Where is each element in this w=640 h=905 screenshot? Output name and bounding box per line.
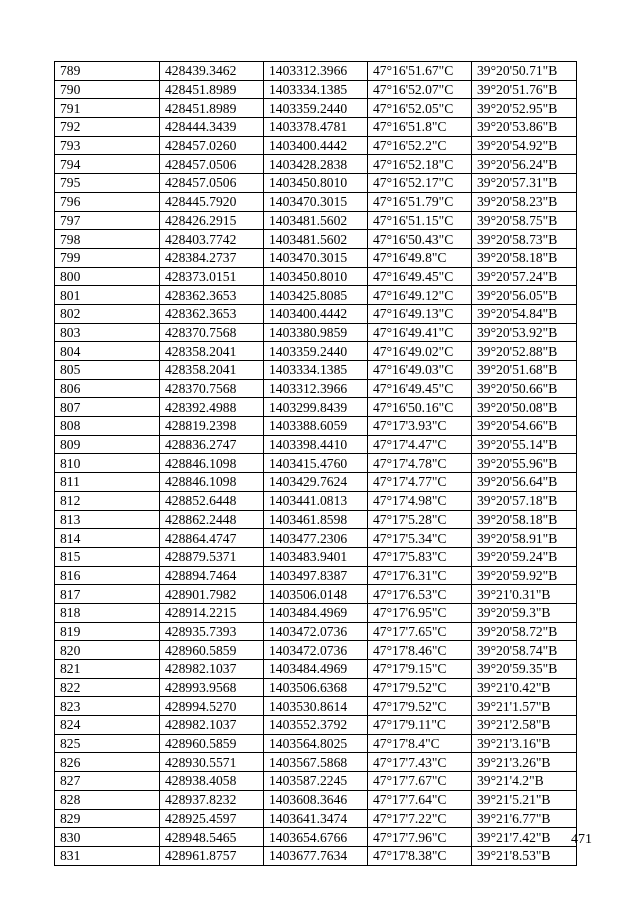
- table-row: [55, 454, 577, 473]
- point-number-cell: 804: [55, 342, 160, 361]
- longitude-cell: 39°20'58.73"В: [472, 230, 577, 249]
- point-number-cell: 799: [55, 248, 160, 267]
- latitude-cell: 47°17'5.28"С: [368, 510, 472, 529]
- latitude-cell: 47°17'9.52"С: [368, 697, 472, 716]
- table-row: [55, 136, 577, 155]
- latitude-cell: 47°16'49.45"С: [368, 379, 472, 398]
- y-coordinate-cell: 1403334.1385: [264, 361, 368, 380]
- x-coordinate-cell: 428925.4597: [160, 809, 264, 828]
- y-coordinate-cell: 1403506.0148: [264, 585, 368, 604]
- latitude-cell: 47°16'49.03"С: [368, 361, 472, 380]
- longitude-cell: 39°20'59.24"В: [472, 547, 577, 566]
- y-coordinate-cell: 1403477.2306: [264, 529, 368, 548]
- table-row: [55, 361, 577, 380]
- y-coordinate-cell: 1403312.3966: [264, 62, 368, 81]
- x-coordinate-cell: 428852.6448: [160, 491, 264, 510]
- y-coordinate-cell: 1403359.2440: [264, 99, 368, 118]
- table-row: [55, 753, 577, 772]
- latitude-cell: 47°16'51.67"С: [368, 62, 472, 81]
- latitude-cell: 47°17'7.22"С: [368, 809, 472, 828]
- x-coordinate-cell: 428358.2041: [160, 342, 264, 361]
- table-row: [55, 734, 577, 753]
- x-coordinate-cell: 428457.0506: [160, 174, 264, 193]
- latitude-cell: 47°16'49.12"С: [368, 286, 472, 305]
- longitude-cell: 39°20'59.3"В: [472, 603, 577, 622]
- latitude-cell: 47°16'49.02"С: [368, 342, 472, 361]
- longitude-cell: 39°20'53.92"В: [472, 323, 577, 342]
- latitude-cell: 47°16'51.8"С: [368, 118, 472, 137]
- x-coordinate-cell: 428362.3653: [160, 304, 264, 323]
- point-number-cell: 790: [55, 80, 160, 99]
- latitude-cell: 47°17'9.15"С: [368, 660, 472, 679]
- longitude-cell: 39°20'58.18"В: [472, 248, 577, 267]
- point-number-cell: 831: [55, 846, 160, 865]
- point-number-cell: 803: [55, 323, 160, 342]
- point-number-cell: 810: [55, 454, 160, 473]
- longitude-cell: 39°21'4.2"В: [472, 772, 577, 791]
- latitude-cell: 47°17'9.52"С: [368, 678, 472, 697]
- point-number-cell: 797: [55, 211, 160, 230]
- y-coordinate-cell: 1403564.8025: [264, 734, 368, 753]
- latitude-cell: 47°17'3.93"С: [368, 417, 472, 436]
- latitude-cell: 47°17'7.67"С: [368, 772, 472, 791]
- table-row: [55, 211, 577, 230]
- x-coordinate-cell: 428994.5270: [160, 697, 264, 716]
- table-row: [55, 660, 577, 679]
- table-body: [55, 62, 577, 866]
- y-coordinate-cell: 1403481.5602: [264, 211, 368, 230]
- x-coordinate-cell: 428373.0151: [160, 267, 264, 286]
- x-coordinate-cell: 428370.7568: [160, 379, 264, 398]
- x-coordinate-cell: 428451.8989: [160, 99, 264, 118]
- longitude-cell: 39°20'51.76"В: [472, 80, 577, 99]
- y-coordinate-cell: 1403481.5602: [264, 230, 368, 249]
- y-coordinate-cell: 1403587.2245: [264, 772, 368, 791]
- latitude-cell: 47°16'52.18"С: [368, 155, 472, 174]
- table-row: [55, 846, 577, 865]
- longitude-cell: 39°20'50.08"В: [472, 398, 577, 417]
- x-coordinate-cell: 428426.2915: [160, 211, 264, 230]
- x-coordinate-cell: 428960.5859: [160, 734, 264, 753]
- y-coordinate-cell: 1403677.7634: [264, 846, 368, 865]
- longitude-cell: 39°20'56.24"В: [472, 155, 577, 174]
- latitude-cell: 47°16'52.17"С: [368, 174, 472, 193]
- x-coordinate-cell: 428901.7982: [160, 585, 264, 604]
- latitude-cell: 47°17'7.64"С: [368, 790, 472, 809]
- table-row: [55, 286, 577, 305]
- point-number-cell: 825: [55, 734, 160, 753]
- longitude-cell: 39°20'50.71"В: [472, 62, 577, 81]
- x-coordinate-cell: 428935.7393: [160, 622, 264, 641]
- longitude-cell: 39°20'59.35"В: [472, 660, 577, 679]
- table-row: [55, 62, 577, 81]
- point-number-cell: 792: [55, 118, 160, 137]
- table-row: [55, 641, 577, 660]
- table-row: [55, 248, 577, 267]
- y-coordinate-cell: 1403461.8598: [264, 510, 368, 529]
- table-row: [55, 529, 577, 548]
- latitude-cell: 47°17'4.47"С: [368, 435, 472, 454]
- latitude-cell: 47°17'8.38"С: [368, 846, 472, 865]
- table-row: [55, 267, 577, 286]
- point-number-cell: 818: [55, 603, 160, 622]
- longitude-cell: 39°20'58.91"В: [472, 529, 577, 548]
- latitude-cell: 47°16'49.13"С: [368, 304, 472, 323]
- latitude-cell: 47°17'4.77"С: [368, 473, 472, 492]
- point-number-cell: 793: [55, 136, 160, 155]
- table-row: [55, 118, 577, 137]
- point-number-cell: 815: [55, 547, 160, 566]
- longitude-cell: 39°20'56.64"В: [472, 473, 577, 492]
- y-coordinate-cell: 1403398.4410: [264, 435, 368, 454]
- table-row: [55, 772, 577, 791]
- table-row: [55, 155, 577, 174]
- latitude-cell: 47°16'50.43"С: [368, 230, 472, 249]
- table-row: [55, 697, 577, 716]
- longitude-cell: 39°20'54.84"В: [472, 304, 577, 323]
- x-coordinate-cell: 428384.2737: [160, 248, 264, 267]
- x-coordinate-cell: 428938.4058: [160, 772, 264, 791]
- point-number-cell: 794: [55, 155, 160, 174]
- table-row: [55, 304, 577, 323]
- y-coordinate-cell: 1403378.4781: [264, 118, 368, 137]
- y-coordinate-cell: 1403472.0736: [264, 622, 368, 641]
- table-row: [55, 716, 577, 735]
- point-number-cell: 801: [55, 286, 160, 305]
- latitude-cell: 47°17'6.31"С: [368, 566, 472, 585]
- point-number-cell: 807: [55, 398, 160, 417]
- point-number-cell: 826: [55, 753, 160, 772]
- x-coordinate-cell: 428445.7920: [160, 192, 264, 211]
- x-coordinate-cell: 428457.0506: [160, 155, 264, 174]
- point-number-cell: 817: [55, 585, 160, 604]
- y-coordinate-cell: 1403428.2838: [264, 155, 368, 174]
- y-coordinate-cell: 1403470.3015: [264, 248, 368, 267]
- x-coordinate-cell: 428894.7464: [160, 566, 264, 585]
- point-number-cell: 828: [55, 790, 160, 809]
- table-row: [55, 230, 577, 249]
- y-coordinate-cell: 1403450.8010: [264, 174, 368, 193]
- longitude-cell: 39°20'54.92"В: [472, 136, 577, 155]
- table-row: [55, 622, 577, 641]
- latitude-cell: 47°16'50.16"С: [368, 398, 472, 417]
- y-coordinate-cell: 1403380.9859: [264, 323, 368, 342]
- table-row: [55, 323, 577, 342]
- y-coordinate-cell: 1403470.3015: [264, 192, 368, 211]
- table-row: [55, 678, 577, 697]
- x-coordinate-cell: 428982.1037: [160, 660, 264, 679]
- longitude-cell: 39°20'52.88"В: [472, 342, 577, 361]
- x-coordinate-cell: 428836.2747: [160, 435, 264, 454]
- x-coordinate-cell: 428362.3653: [160, 286, 264, 305]
- y-coordinate-cell: 1403450.8010: [264, 267, 368, 286]
- point-number-cell: 823: [55, 697, 160, 716]
- point-number-cell: 805: [55, 361, 160, 380]
- latitude-cell: 47°17'4.78"С: [368, 454, 472, 473]
- y-coordinate-cell: 1403429.7624: [264, 473, 368, 492]
- longitude-cell: 39°20'58.75"В: [472, 211, 577, 230]
- x-coordinate-cell: 428444.3439: [160, 118, 264, 137]
- point-number-cell: 822: [55, 678, 160, 697]
- x-coordinate-cell: 428370.7568: [160, 323, 264, 342]
- y-coordinate-cell: 1403530.8614: [264, 697, 368, 716]
- longitude-cell: 39°20'56.05"В: [472, 286, 577, 305]
- longitude-cell: 39°20'51.68"В: [472, 361, 577, 380]
- table-row: [55, 790, 577, 809]
- table-row: [55, 510, 577, 529]
- point-number-cell: 811: [55, 473, 160, 492]
- longitude-cell: 39°20'59.92"В: [472, 566, 577, 585]
- point-number-cell: 796: [55, 192, 160, 211]
- point-number-cell: 789: [55, 62, 160, 81]
- latitude-cell: 47°16'51.15"С: [368, 211, 472, 230]
- x-coordinate-cell: 428960.5859: [160, 641, 264, 660]
- latitude-cell: 47°16'49.8"С: [368, 248, 472, 267]
- y-coordinate-cell: 1403641.3474: [264, 809, 368, 828]
- latitude-cell: 47°17'8.46"С: [368, 641, 472, 660]
- y-coordinate-cell: 1403484.4969: [264, 660, 368, 679]
- table-row: [55, 99, 577, 118]
- point-number-cell: 812: [55, 491, 160, 510]
- x-coordinate-cell: 428403.7742: [160, 230, 264, 249]
- point-number-cell: 814: [55, 529, 160, 548]
- point-number-cell: 827: [55, 772, 160, 791]
- latitude-cell: 47°17'7.96"С: [368, 828, 472, 847]
- page-number: 471: [571, 832, 592, 847]
- y-coordinate-cell: 1403359.2440: [264, 342, 368, 361]
- table-row: [55, 417, 577, 436]
- table-row: [55, 398, 577, 417]
- y-coordinate-cell: 1403552.3792: [264, 716, 368, 735]
- latitude-cell: 47°17'4.98"С: [368, 491, 472, 510]
- longitude-cell: 39°20'57.24"В: [472, 267, 577, 286]
- table-row: [55, 828, 577, 847]
- y-coordinate-cell: 1403608.3646: [264, 790, 368, 809]
- longitude-cell: 39°21'2.58"В: [472, 716, 577, 735]
- x-coordinate-cell: 428846.1098: [160, 473, 264, 492]
- latitude-cell: 47°17'6.95"С: [368, 603, 472, 622]
- point-number-cell: 802: [55, 304, 160, 323]
- latitude-cell: 47°17'9.11"С: [368, 716, 472, 735]
- table-row: [55, 174, 577, 193]
- longitude-cell: 39°20'55.14"В: [472, 435, 577, 454]
- y-coordinate-cell: 1403484.4969: [264, 603, 368, 622]
- table-row: [55, 473, 577, 492]
- point-number-cell: 806: [55, 379, 160, 398]
- y-coordinate-cell: 1403334.1385: [264, 80, 368, 99]
- y-coordinate-cell: 1403472.0736: [264, 641, 368, 660]
- point-number-cell: 800: [55, 267, 160, 286]
- x-coordinate-cell: 428358.2041: [160, 361, 264, 380]
- longitude-cell: 39°21'3.26"В: [472, 753, 577, 772]
- longitude-cell: 39°20'50.66"В: [472, 379, 577, 398]
- x-coordinate-cell: 428862.2448: [160, 510, 264, 529]
- point-number-cell: 795: [55, 174, 160, 193]
- longitude-cell: 39°21'5.21"В: [472, 790, 577, 809]
- table-row: [55, 491, 577, 510]
- longitude-cell: 39°20'58.74"В: [472, 641, 577, 660]
- x-coordinate-cell: 428846.1098: [160, 454, 264, 473]
- latitude-cell: 47°16'49.41"С: [368, 323, 472, 342]
- x-coordinate-cell: 428937.8232: [160, 790, 264, 809]
- x-coordinate-cell: 428439.3462: [160, 62, 264, 81]
- latitude-cell: 47°17'6.53"С: [368, 585, 472, 604]
- longitude-cell: 39°21'6.77"В: [472, 809, 577, 828]
- point-number-cell: 813: [55, 510, 160, 529]
- table-row: [55, 585, 577, 604]
- y-coordinate-cell: 1403415.4760: [264, 454, 368, 473]
- table-row: [55, 435, 577, 454]
- latitude-cell: 47°16'49.45"С: [368, 267, 472, 286]
- table-row: [55, 809, 577, 828]
- point-number-cell: 791: [55, 99, 160, 118]
- point-number-cell: 798: [55, 230, 160, 249]
- longitude-cell: 39°20'58.18"В: [472, 510, 577, 529]
- longitude-cell: 39°21'7.42"В: [472, 828, 577, 847]
- longitude-cell: 39°21'0.31"В: [472, 585, 577, 604]
- y-coordinate-cell: 1403506.6368: [264, 678, 368, 697]
- x-coordinate-cell: 428930.5571: [160, 753, 264, 772]
- longitude-cell: 39°21'0.42"В: [472, 678, 577, 697]
- x-coordinate-cell: 428451.8989: [160, 80, 264, 99]
- y-coordinate-cell: 1403483.9401: [264, 547, 368, 566]
- x-coordinate-cell: 428864.4747: [160, 529, 264, 548]
- longitude-cell: 39°20'54.66"В: [472, 417, 577, 436]
- table-row: [55, 547, 577, 566]
- latitude-cell: 47°17'5.83"С: [368, 547, 472, 566]
- coordinates-table: [54, 61, 577, 866]
- x-coordinate-cell: 428948.5465: [160, 828, 264, 847]
- point-number-cell: 820: [55, 641, 160, 660]
- latitude-cell: 47°16'52.2"С: [368, 136, 472, 155]
- table-row: [55, 379, 577, 398]
- longitude-cell: 39°20'58.72"В: [472, 622, 577, 641]
- longitude-cell: 39°20'53.86"В: [472, 118, 577, 137]
- longitude-cell: 39°21'1.57"В: [472, 697, 577, 716]
- y-coordinate-cell: 1403299.8439: [264, 398, 368, 417]
- point-number-cell: 809: [55, 435, 160, 454]
- table-row: [55, 603, 577, 622]
- point-number-cell: 821: [55, 660, 160, 679]
- longitude-cell: 39°20'58.23"В: [472, 192, 577, 211]
- table-row: [55, 342, 577, 361]
- x-coordinate-cell: 428879.5371: [160, 547, 264, 566]
- latitude-cell: 47°17'7.43"С: [368, 753, 472, 772]
- point-number-cell: 829: [55, 809, 160, 828]
- latitude-cell: 47°16'52.05"С: [368, 99, 472, 118]
- point-number-cell: 816: [55, 566, 160, 585]
- y-coordinate-cell: 1403312.3966: [264, 379, 368, 398]
- point-number-cell: 824: [55, 716, 160, 735]
- y-coordinate-cell: 1403388.6059: [264, 417, 368, 436]
- longitude-cell: 39°20'57.18"В: [472, 491, 577, 510]
- table-row: [55, 80, 577, 99]
- longitude-cell: 39°21'3.16"В: [472, 734, 577, 753]
- point-number-cell: 808: [55, 417, 160, 436]
- latitude-cell: 47°17'7.65"С: [368, 622, 472, 641]
- table-row: [55, 192, 577, 211]
- y-coordinate-cell: 1403497.8387: [264, 566, 368, 585]
- latitude-cell: 47°16'51.79"С: [368, 192, 472, 211]
- y-coordinate-cell: 1403654.6766: [264, 828, 368, 847]
- x-coordinate-cell: 428392.4988: [160, 398, 264, 417]
- longitude-cell: 39°21'8.53"В: [472, 846, 577, 865]
- point-number-cell: 830: [55, 828, 160, 847]
- latitude-cell: 47°17'5.34"С: [368, 529, 472, 548]
- x-coordinate-cell: 428914.2215: [160, 603, 264, 622]
- longitude-cell: 39°20'55.96"В: [472, 454, 577, 473]
- x-coordinate-cell: 428457.0260: [160, 136, 264, 155]
- y-coordinate-cell: 1403400.4442: [264, 304, 368, 323]
- latitude-cell: 47°16'52.07"С: [368, 80, 472, 99]
- y-coordinate-cell: 1403441.0813: [264, 491, 368, 510]
- latitude-cell: 47°17'8.4"С: [368, 734, 472, 753]
- table-row: [55, 566, 577, 585]
- x-coordinate-cell: 428993.9568: [160, 678, 264, 697]
- x-coordinate-cell: 428819.2398: [160, 417, 264, 436]
- x-coordinate-cell: 428961.8757: [160, 846, 264, 865]
- y-coordinate-cell: 1403400.4442: [264, 136, 368, 155]
- point-number-cell: 819: [55, 622, 160, 641]
- longitude-cell: 39°20'57.31"В: [472, 174, 577, 193]
- longitude-cell: 39°20'52.95"В: [472, 99, 577, 118]
- x-coordinate-cell: 428982.1037: [160, 716, 264, 735]
- y-coordinate-cell: 1403425.8085: [264, 286, 368, 305]
- y-coordinate-cell: 1403567.5868: [264, 753, 368, 772]
